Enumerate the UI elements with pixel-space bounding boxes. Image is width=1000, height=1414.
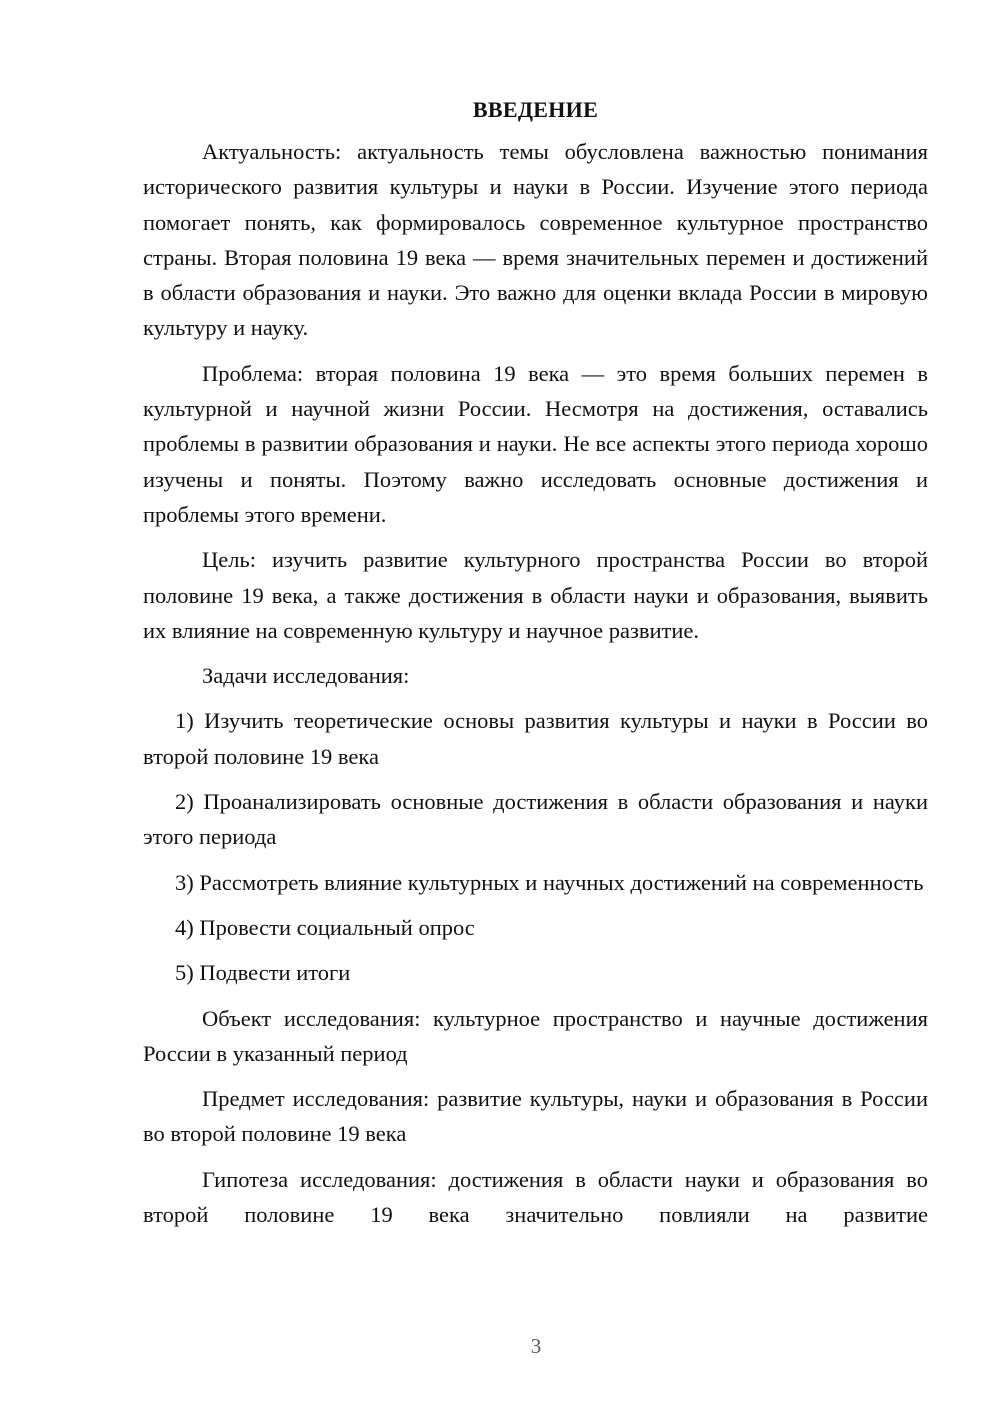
- problem-paragraph: Проблема: вторая половина 19 века — это время больших перемен в культурной и научной жизни России. Несмотря на достижения, оставались проблемы в развитии образования и науки. Не все аспекты этого периода хорошо изучены и поняты. Поэтому важно исследовать основные достижения и проблемы этого времени.: [143, 360, 928, 527]
- task-item-1: 1) Изучить теоретические основы развития культуры и науки в России во второй половине 19 века: [143, 708, 928, 769]
- tasks-heading: Задачи исследования:: [202, 663, 410, 689]
- hypothesis-paragraph: Гипотеза исследования: достижения в области науки и образования во второй половине 19 века значительно повлияли на развитие: [143, 1166, 928, 1228]
- page-number: 3: [530, 1334, 542, 1358]
- task-item-2: 2) Проанализировать основные достижения в области образования и науки этого периода: [143, 789, 928, 850]
- object-paragraph: Объект исследования: культурное пространство и научные достижения России в указанный период: [143, 1005, 928, 1066]
- goal-paragraph: Цель: изучить развитие культурного пространства России во второй половине 19 века, а также достижения в области науки и образования, выявить их влияние на современную культуру и научное развитие.: [143, 547, 928, 643]
- task-item-5: 5) Подвести итоги: [175, 960, 351, 986]
- section-heading: ВВЕДЕНИЕ: [472, 97, 599, 122]
- page-content: [143, 93, 928, 1242]
- task-item-4: 4) Провести социальный опрос: [175, 914, 475, 940]
- relevance-paragraph: Актуальность: актуальность темы обусловлена важностью понимания исторического развития культуры и науки в России. Изучение этого периода помогает понять, как формировалось современное культурное пространство страны. Вторая половина 19 века — время значительных перемен и достижений в области образования и науки. Это важно для оценки вклада России в мировую культуру и науку.: [143, 139, 928, 341]
- task-item-3: 3) Рассмотреть влияние культурных и научных достижений на современность: [175, 869, 924, 895]
- subject-paragraph: Предмет исследования: развитие культуры, науки и образования в России во второй половине 19 века: [143, 1086, 928, 1147]
